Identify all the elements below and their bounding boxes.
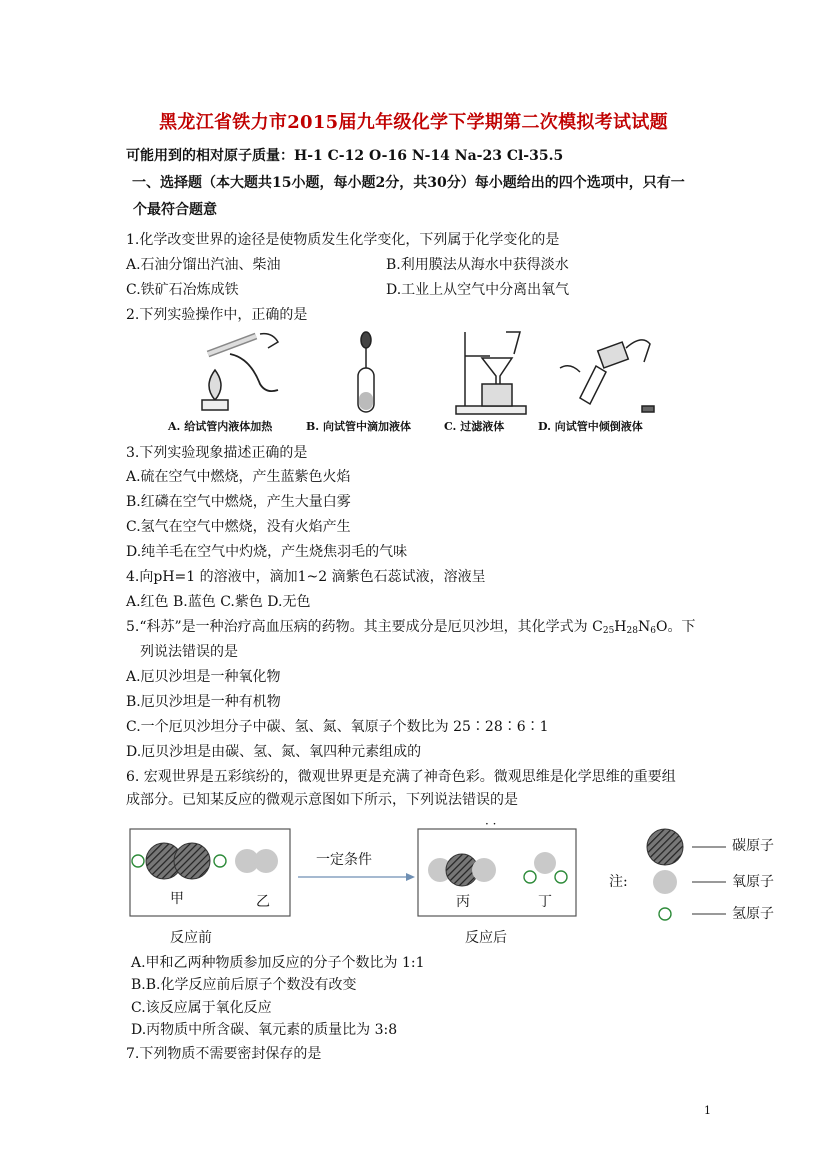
q5-option-b: B.厄贝沙坦是一种有机物 [126, 694, 281, 710]
filtration-drawing [456, 332, 526, 414]
q5-option-a: A.厄贝沙坦是一种氧化物 [126, 669, 281, 685]
oxygen-atom [534, 852, 556, 874]
formula-o: O [655, 619, 668, 635]
q4-stem: 4.向pH=1 的溶液中，滴加1~2 滴紫色石蕊试液，溶液呈 [126, 569, 486, 585]
q4-options: A.红色 B.蓝色 C.紫色 D.无色 [126, 594, 311, 610]
q6-stem-1: 6. 宏观世界是五彩缤纷的，微观世界更是充满了神奇色彩。微观思维是化学思维的重要组 [126, 769, 676, 785]
legend-carbon-atom [647, 829, 683, 865]
q5-option-c: C.一个厄贝沙坦分子中碳、氢、氮、氧原子个数比为 25∶28∶6∶1 [126, 719, 549, 735]
label-after: 反应后 [465, 930, 507, 946]
formula-h: H [614, 619, 627, 635]
q5-stem-continued: 列说法错误的是 [140, 644, 238, 660]
q1-stem: 1.化学改变世界的途径是使物质发生化学变化，下列属于化学变化的是 [126, 232, 560, 248]
q3-option-b: B.红磷在空气中燃烧，产生大量白雾 [126, 494, 351, 510]
legend-hydrogen-label: 氢原子 [732, 906, 774, 922]
q6-option-a: A.甲和乙两种物质参加反应的分子个数比为 1:1 [131, 955, 425, 971]
label-ding: 丁 [538, 894, 552, 910]
q3-stem: 3.下列实验现象描述正确的是 [126, 445, 308, 461]
exam-title: 黑龙江省铁力市2015届九年级化学下学期第二次模拟考试试题 [159, 112, 668, 133]
q2-figure [160, 328, 680, 440]
atomic-masses: 可能用到的相对原子质量：H-1 C-12 O-16 N-14 Na-23 Cl-35.5 [126, 148, 564, 164]
formula-sub-h: 28 [626, 626, 638, 636]
q7-stem: 7.下列物质不需要密封保存的是 [126, 1046, 322, 1062]
q2-stem: 2.下列实验操作中，正确的是 [126, 307, 308, 323]
label-yi: 乙 [256, 894, 270, 910]
legend-note: 注: [609, 874, 628, 890]
q1-option-b: B.利用膜法从海水中获得淡水 [386, 257, 569, 273]
legend-hydrogen-atom [659, 908, 671, 920]
label-before: 反应前 [170, 930, 212, 946]
q1-option-d: D.工业上从空气中分离出氧气 [386, 282, 570, 298]
formula-sub-n: 6 [650, 626, 656, 636]
legend-oxygen-label: 氧原子 [732, 874, 774, 890]
carbon-atom [174, 843, 210, 879]
formula-sub-c: 25 [602, 626, 615, 636]
label-bing: 丙 [456, 894, 470, 910]
label-dots: · · [485, 817, 497, 831]
hydrogen-atom [214, 855, 226, 867]
q1-option-c: C.铁矿石冶炼成铁 [126, 282, 239, 298]
heating-test-tube-drawing [202, 334, 278, 410]
section-heading-2: 个最符合题意 [133, 202, 217, 218]
pouring-liquid-drawing [560, 340, 654, 412]
reaction-arrow-head [406, 873, 415, 881]
q6-option-b: B.B.化学反应前后原子个数没有改变 [131, 977, 357, 993]
oxygen-atom [254, 849, 278, 873]
q5-stem-end: 。下 [667, 619, 696, 635]
q1-option-a: A.石油分馏出汽油、柴油 [126, 257, 281, 273]
formula-n: N [637, 619, 651, 635]
reaction-diagram-svg [120, 814, 800, 954]
q2-apparatus-drawings [160, 328, 680, 418]
hydrogen-atom [524, 871, 536, 883]
label-condition: 一定条件 [316, 852, 372, 868]
q5-option-d: D.厄贝沙坦是由碳、氢、氮、氧四种元素组成的 [126, 744, 422, 760]
label-jia: 甲 [170, 891, 184, 907]
q3-option-c: C.氢气在空气中燃烧，没有火焰产生 [126, 519, 351, 535]
q2-caption-c: C. 过滤液体 [444, 420, 505, 433]
legend-carbon-label: 碳原子 [732, 838, 774, 854]
q3-option-a: A.硫在空气中燃烧，产生蓝紫色火焰 [126, 469, 351, 485]
hydrogen-atom [555, 871, 567, 883]
q2-caption-b: B. 向试管中滴加液体 [306, 420, 411, 433]
q5-stem-text: 5.“科苏”是一种治疗高血压病的药物。其主要成分是厄贝沙坦，其化学式为 C [126, 619, 603, 635]
q6-option-c: C.该反应属于氧化反应 [131, 1000, 272, 1016]
reaction-diagram [120, 814, 800, 954]
page-number: 1 [704, 1104, 711, 1117]
legend-oxygen-atom [653, 870, 677, 894]
dropper-test-tube-drawing [358, 332, 374, 412]
q3-option-d: D.纯羊毛在空气中灼烧，产生烧焦羽毛的气味 [126, 544, 408, 560]
q6-option-d: D.丙物质中所含碳、氧元素的质量比为 3:8 [131, 1022, 398, 1038]
hydrogen-atom [132, 855, 144, 867]
q6-stem-2: 成部分。已知某反应的微观示意图如下所示，下列说法错误的是 [126, 792, 518, 808]
oxygen-atom [472, 858, 496, 882]
section-heading-1: 一、选择题（本大题共15小题，每小题2分，共30分）每小题给出的四个选项中，只有一 [132, 175, 685, 191]
q5-stem [126, 617, 695, 641]
q2-caption-d: D. 向试管中倾倒液体 [538, 420, 643, 433]
q2-caption-a: A. 给试管内液体加热 [168, 420, 273, 433]
